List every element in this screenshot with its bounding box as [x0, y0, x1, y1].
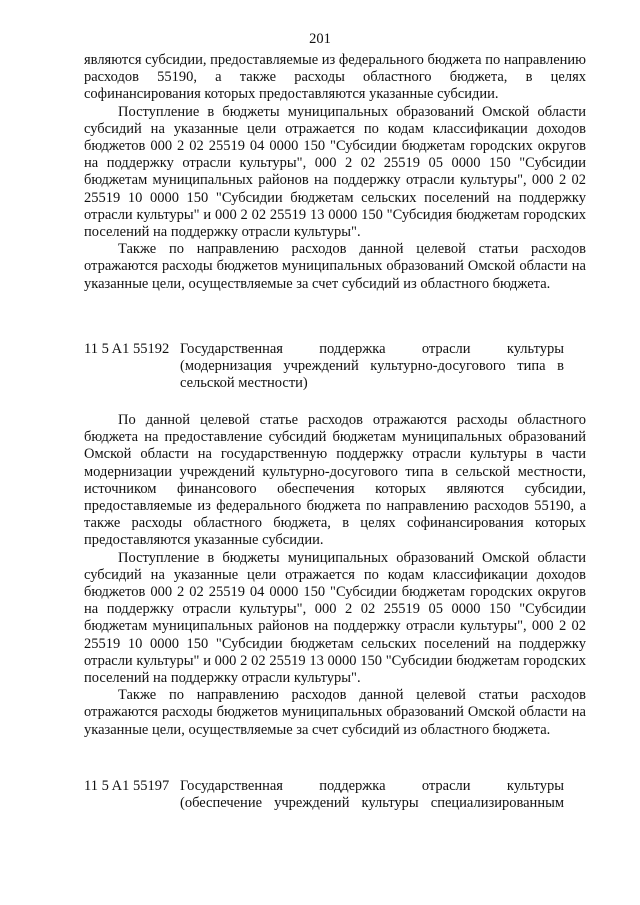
paragraph-continuation: являются субсидии, предоставляемые из федерального бюджета по направлению расходов 55190, а также расходы областного бюджета, в целях софинансирования которых предоставляются указанные субсидии. — [84, 52, 586, 103]
paragraph-income-codes: Поступление в бюджеты муниципальных образований Омской области субсидий на указанные цели отражается по кодам классификации доходов бюджетов 000 2 02 25519 04 0000 150 "Субсидии бюджетам городских округов на поддержку отрасли культуры", 000 2 02 25519 05 0000 150 "Субсидии бюджетам муниципальных районов на поддержку отрасли культуры", 000 2 02 25519 10 0000 150 "Субсидии бюджетам сельских поселений на поддержку отрасли культуры" и 000 2 02 25519 13 0000 150 "Субсидии бюджетам городских поселений на поддержку отрасли культуры". — [84, 549, 586, 687]
budget-entry-55192 — [84, 341, 586, 393]
description-line: (модернизация учреждений культурно-досугового типа в — [180, 358, 564, 375]
paragraph-municipal-expenses: Также по направлению расходов данной целевой статьи расходов отражаются расходы бюджетов муниципальных образований Омской области на указанные цели, осуществляемые за счет субсидий из областного бюджета. — [84, 687, 586, 738]
text-block-bottom — [84, 412, 586, 739]
paragraph-income-codes: Поступление в бюджеты муниципальных образований Омской области субсидий на указанные цели отражается по кодам классификации доходов бюджетов 000 2 02 25519 04 0000 150 "Субсидии бюджетам городских округов на поддержку отрасли культуры", 000 2 02 25519 05 0000 150 "Субсидии бюджетам муниципальных районов на поддержку отрасли культуры", 000 2 02 25519 10 0000 150 "Субсидии бюджетам сельских поселений на поддержку отрасли культуры" и 000 2 02 25519 13 0000 150 "Субсидия бюджетам городских поселений на поддержку отрасли культуры". — [84, 103, 586, 241]
budget-code: 11 5 A1 55197 — [84, 778, 170, 794]
description-line: Государственная поддержка отрасли культуры — [180, 341, 564, 357]
description-line: (обеспечение учреждений культуры специализированным — [180, 795, 564, 812]
paragraph-municipal-expenses: Также по направлению расходов данной целевой статьи расходов отражаются расходы бюджетов муниципальных образований Омской области на указанные цели, осуществляемые за счет субсидий из областного бюджета. — [84, 241, 586, 292]
budget-entry-description — [180, 341, 564, 393]
budget-entry-55197 — [84, 778, 586, 814]
budget-code: 11 5 A1 55192 — [84, 341, 170, 357]
description-line: Государственная поддержка отрасли культуры — [180, 778, 564, 794]
description-line: сельской местности) — [180, 375, 308, 392]
page-number: 201 — [309, 31, 331, 47]
text-block-top — [84, 52, 586, 293]
budget-entry-description — [180, 778, 564, 812]
paragraph-expense-description: По данной целевой статье расходов отражаются расходы областного бюджета на предоставление субсидий бюджетам муниципальных образований Омской области на государственную поддержку отрасли культуры в части модернизации учреждений культурно-досугового типа в сельской местности, источником финансового обеспечения которых являются субсидии, предоставляемые из федерального бюджета по направлению расходов 55190, а также расходы областного бюджета, в целях софинансирования которых предоставляются указанные субсидии. — [84, 412, 586, 549]
